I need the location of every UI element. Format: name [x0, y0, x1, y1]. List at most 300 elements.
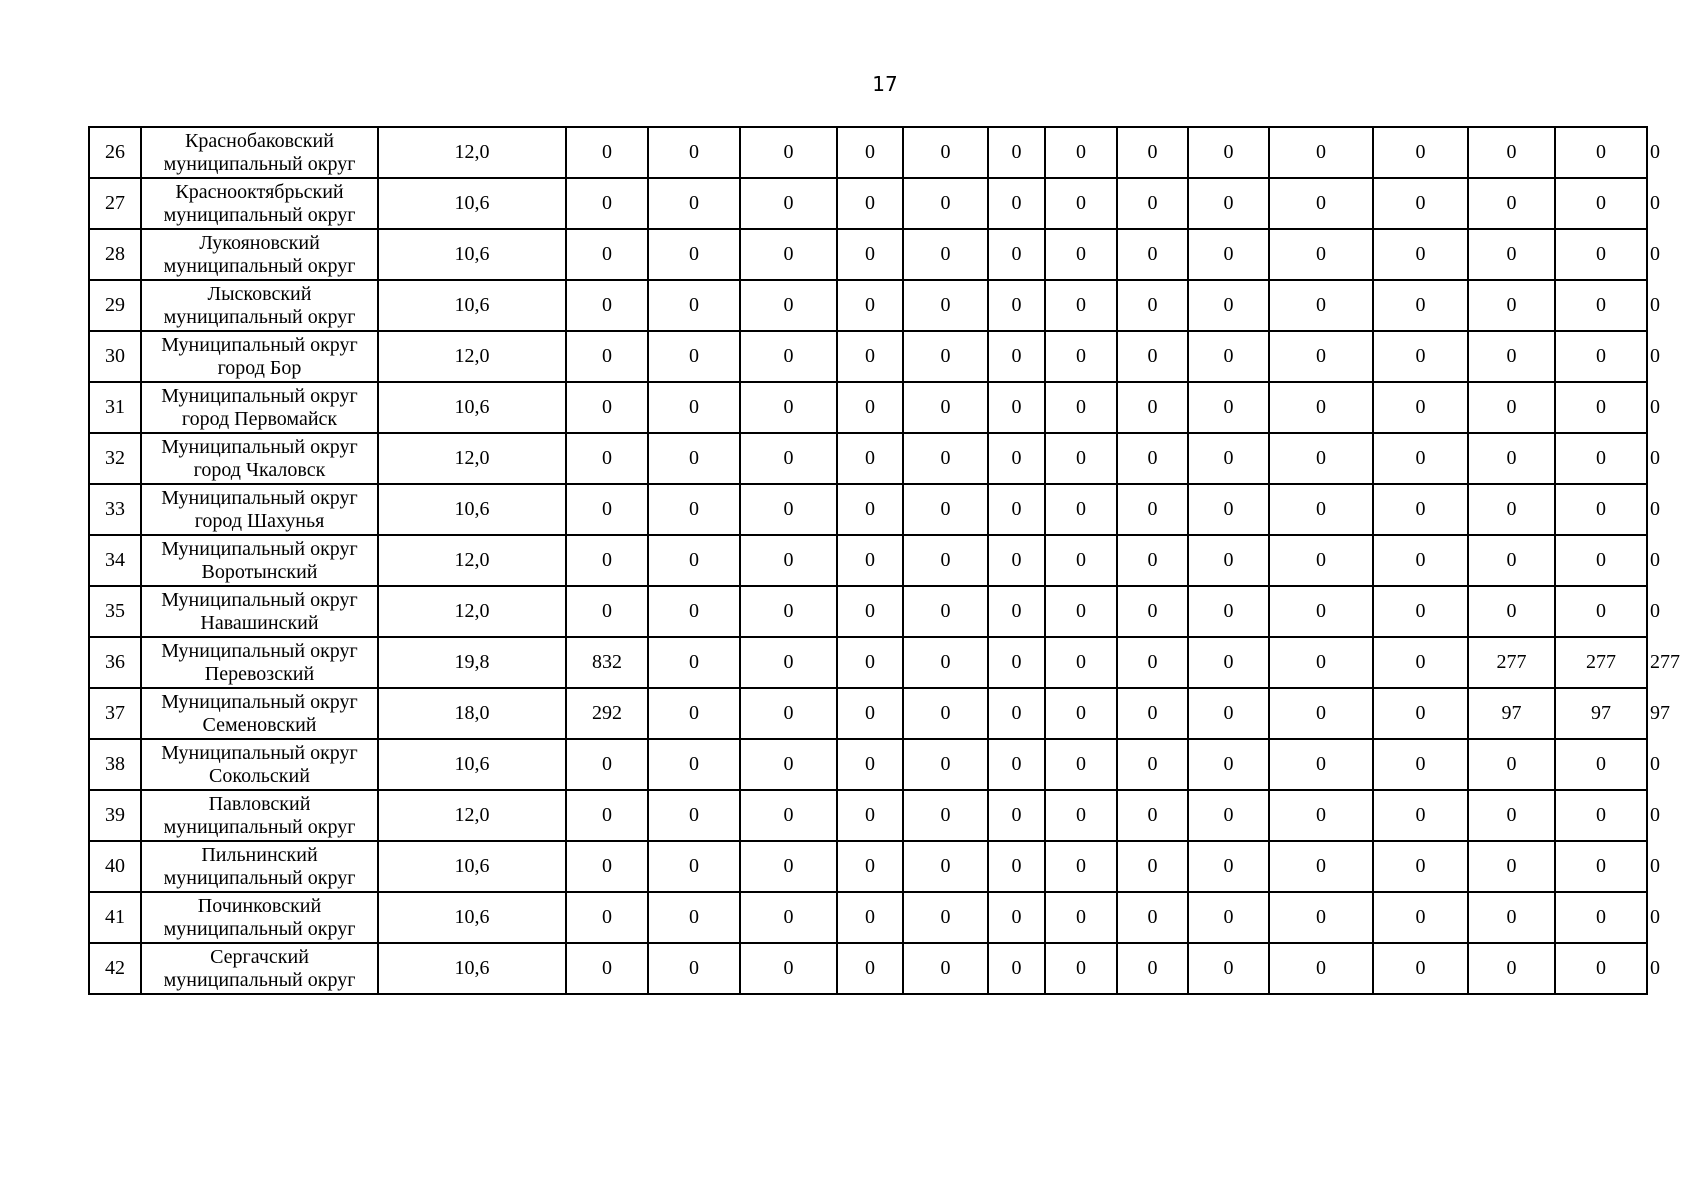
value-cell: 0	[1468, 382, 1555, 433]
value-cell: 0	[1188, 229, 1269, 280]
value-cell: 0	[1117, 739, 1188, 790]
value-cell: 0	[648, 688, 740, 739]
value-cell: 0	[566, 943, 648, 994]
value-cell: 0	[1373, 331, 1468, 382]
value-cell: 0	[1373, 382, 1468, 433]
rate-cell: 10,6	[378, 280, 566, 331]
value-cell: 0	[988, 382, 1045, 433]
value-cell: 0	[1269, 637, 1373, 688]
value-cell: 0	[1269, 127, 1373, 178]
table-row: 34 Муниципальный округ Воротынский 12,0 0 0 0 0 0 0 0 0 0 0 0 0 0 0	[89, 535, 1647, 586]
value-cell: 0	[1269, 943, 1373, 994]
value-cell: 0	[837, 178, 903, 229]
value-cell: 0	[988, 484, 1045, 535]
municipality-name-line: Краснооктябрьский	[175, 180, 344, 203]
value-cell: 0	[566, 382, 648, 433]
municipality-name-cell	[141, 484, 378, 535]
table-row: 33 Муниципальный округ город Шахунья 10,6 0 0 0 0 0 0 0 0 0 0 0 0 0 0	[89, 484, 1647, 535]
row-number-cell: 32	[89, 433, 141, 484]
value-cell: 0	[1269, 841, 1373, 892]
table-row: 41 Починковский муниципальный округ 10,6 0 0 0 0 0 0 0 0 0 0 0 0 0 0	[89, 892, 1647, 943]
value-cell: 0	[648, 790, 740, 841]
value-cell: 0	[1045, 637, 1117, 688]
value-cell: 0	[988, 331, 1045, 382]
rate-cell: 12,0	[378, 586, 566, 637]
value-cell: 0	[903, 535, 988, 586]
municipality-name-line: Сокольский	[209, 764, 310, 787]
value-cell: 0	[903, 586, 988, 637]
value-cell: 0	[1188, 433, 1269, 484]
value-cell: 0	[1373, 280, 1468, 331]
value-cell: 0	[566, 127, 648, 178]
rate-cell: 18,0	[378, 688, 566, 739]
value-cell: 292	[566, 688, 648, 739]
municipality-name-line: Павловский	[208, 792, 311, 815]
value-cell: 0	[1188, 637, 1269, 688]
municipality-name-line: Семеновский	[202, 713, 317, 736]
value-cell: 0	[1045, 586, 1117, 637]
value-cell: 0	[1468, 433, 1555, 484]
rate-cell: 10,6	[378, 178, 566, 229]
value-cell: 0	[837, 535, 903, 586]
table-row: 31 Муниципальный округ город Первомайск 10,6 0 0 0 0 0 0 0 0 0 0 0 0 0 0	[89, 382, 1647, 433]
municipality-name-line: Муниципальный округ	[161, 639, 358, 662]
value-cell: 0	[837, 790, 903, 841]
row-number-cell: 41	[89, 892, 141, 943]
value-cell: 0	[903, 892, 988, 943]
row-number-cell: 28	[89, 229, 141, 280]
value-cell: 277	[1555, 637, 1647, 688]
municipality-name-cell	[141, 688, 378, 739]
value-cell: 0	[903, 127, 988, 178]
rate-cell: 12,0	[378, 127, 566, 178]
value-cell: 0	[903, 637, 988, 688]
value-cell: 0	[1045, 892, 1117, 943]
value-cell: 0	[1188, 892, 1269, 943]
value-cell: 0	[988, 280, 1045, 331]
value-cell: 0	[1045, 178, 1117, 229]
municipality-name-line: Краснобаковский	[185, 129, 334, 152]
value-cell: 0	[1045, 382, 1117, 433]
value-cell: 0	[740, 433, 837, 484]
value-cell: 0	[837, 382, 903, 433]
value-cell: 0	[1555, 892, 1647, 943]
municipality-name-line: Лысковский	[207, 282, 312, 305]
value-cell: 0	[1117, 790, 1188, 841]
value-cell: 0	[740, 688, 837, 739]
municipality-name-cell	[141, 280, 378, 331]
value-cell: 0	[1373, 535, 1468, 586]
municipality-name-line: Пильнинский	[201, 843, 318, 866]
value-cell: 0	[1117, 637, 1188, 688]
value-cell: 0	[648, 637, 740, 688]
value-cell: 0	[1117, 535, 1188, 586]
row-number-cell: 31	[89, 382, 141, 433]
value-cell: 0	[1269, 739, 1373, 790]
value-cell: 0	[1373, 790, 1468, 841]
value-cell: 0	[1555, 943, 1647, 994]
value-cell: 0	[1555, 229, 1647, 280]
value-cell: 0	[740, 739, 837, 790]
value-cell: 0	[1269, 790, 1373, 841]
rate-cell: 10,6	[378, 739, 566, 790]
rate-cell: 10,6	[378, 229, 566, 280]
value-cell: 0	[988, 586, 1045, 637]
value-cell: 0	[648, 433, 740, 484]
municipality-name-line: Муниципальный округ	[161, 690, 358, 713]
rate-cell: 12,0	[378, 535, 566, 586]
municipality-name-cell	[141, 331, 378, 382]
value-cell: 0	[903, 433, 988, 484]
value-cell: 0	[903, 790, 988, 841]
value-cell: 0	[566, 331, 648, 382]
value-cell: 0	[1188, 739, 1269, 790]
municipality-name-line: Лукояновский	[199, 231, 320, 254]
value-cell: 0	[1188, 535, 1269, 586]
value-cell: 0	[1373, 739, 1468, 790]
value-cell: 0	[1045, 841, 1117, 892]
value-cell: 0	[1555, 382, 1647, 433]
value-cell: 0	[648, 331, 740, 382]
value-cell: 0	[1373, 586, 1468, 637]
value-cell: 0	[1269, 586, 1373, 637]
municipality-name-line: город Чкаловск	[193, 458, 326, 481]
municipality-name-cell	[141, 739, 378, 790]
value-cell: 0	[1555, 535, 1647, 586]
value-cell: 0	[988, 535, 1045, 586]
value-cell: 0	[837, 127, 903, 178]
table-body	[89, 127, 1680, 994]
value-cell: 0	[903, 229, 988, 280]
table-row: 40 Пильнинский муниципальный округ 10,6 0 0 0 0 0 0 0 0 0 0 0 0 0 0	[89, 841, 1647, 892]
value-cell: 0	[837, 637, 903, 688]
municipality-name-cell	[141, 178, 378, 229]
value-cell: 0	[1269, 433, 1373, 484]
value-cell: 97	[1555, 688, 1647, 739]
value-cell: 0	[648, 586, 740, 637]
value-cell: 0	[837, 892, 903, 943]
value-cell: 0	[1373, 688, 1468, 739]
value-cell: 0	[566, 535, 648, 586]
value-cell: 0	[1373, 178, 1468, 229]
value-cell: 0	[566, 484, 648, 535]
value-cell: 0	[566, 841, 648, 892]
value-cell: 0	[1373, 229, 1468, 280]
value-cell: 0	[1188, 688, 1269, 739]
value-cell: 0	[1269, 484, 1373, 535]
municipality-name-cell	[141, 127, 378, 178]
value-cell: 0	[1373, 127, 1468, 178]
table-row: 26 Краснобаковский муниципальный округ 12,0 0 0 0 0 0 0 0 0 0 0 0 0 0 0	[89, 127, 1647, 178]
municipality-name-line: муниципальный округ	[163, 968, 356, 991]
value-cell: 0	[648, 382, 740, 433]
municipality-name-line: Муниципальный округ	[161, 384, 358, 407]
municipality-name-cell	[141, 841, 378, 892]
value-cell: 0	[648, 127, 740, 178]
value-cell: 0	[740, 280, 837, 331]
value-cell: 0	[903, 331, 988, 382]
value-cell: 0	[566, 433, 648, 484]
value-cell: 0	[837, 841, 903, 892]
municipality-name-cell	[141, 382, 378, 433]
value-cell: 0	[566, 790, 648, 841]
value-cell: 0	[1188, 331, 1269, 382]
value-cell: 0	[988, 739, 1045, 790]
value-cell: 0	[1045, 433, 1117, 484]
municipality-name-line: муниципальный округ	[163, 815, 356, 838]
value-cell: 0	[740, 178, 837, 229]
table-row: 29 Лысковский муниципальный округ 10,6 0 0 0 0 0 0 0 0 0 0 0 0 0 0	[89, 280, 1647, 331]
value-cell: 0	[648, 178, 740, 229]
value-cell: 0	[1045, 331, 1117, 382]
table-row: 28 Лукояновский муниципальный округ 10,6 0 0 0 0 0 0 0 0 0 0 0 0 0 0	[89, 229, 1647, 280]
value-cell: 0	[1117, 280, 1188, 331]
value-cell: 0	[1188, 790, 1269, 841]
value-cell: 0	[1373, 841, 1468, 892]
value-cell: 0	[837, 331, 903, 382]
table-row: 35 Муниципальный округ Навашинский 12,0 0 0 0 0 0 0 0 0 0 0 0 0 0 0	[89, 586, 1647, 637]
municipality-name-cell	[141, 637, 378, 688]
value-cell: 0	[566, 892, 648, 943]
municipality-name-cell	[141, 586, 378, 637]
municipality-name-line: муниципальный округ	[163, 203, 356, 226]
row-number-cell: 33	[89, 484, 141, 535]
value-cell: 0	[1045, 943, 1117, 994]
value-cell: 0	[903, 841, 988, 892]
value-cell: 0	[566, 229, 648, 280]
value-cell: 0	[648, 943, 740, 994]
municipality-name-cell	[141, 790, 378, 841]
value-cell: 0	[1269, 892, 1373, 943]
municipality-name-line: город Первомайск	[181, 407, 338, 430]
value-cell: 0	[988, 943, 1045, 994]
value-cell: 0	[1117, 331, 1188, 382]
value-cell: 0	[1269, 382, 1373, 433]
value-cell: 0	[1468, 127, 1555, 178]
value-cell: 0	[740, 535, 837, 586]
value-cell: 0	[740, 790, 837, 841]
table-row: 37 Муниципальный округ Семеновский 18,0 292 0 0 0 0 0 0 0 0 0 0 97 97 97	[89, 688, 1647, 739]
value-cell: 0	[1555, 280, 1647, 331]
value-cell: 0	[1117, 127, 1188, 178]
value-cell: 0	[1045, 535, 1117, 586]
value-cell: 0	[1373, 943, 1468, 994]
value-cell: 0	[988, 892, 1045, 943]
value-cell: 0	[1117, 484, 1188, 535]
value-cell: 0	[1188, 586, 1269, 637]
municipality-name-line: Муниципальный округ	[161, 333, 358, 356]
value-cell: 0	[1117, 841, 1188, 892]
value-cell: 0	[1468, 790, 1555, 841]
rate-cell: 10,6	[378, 943, 566, 994]
data-table	[88, 126, 1680, 995]
value-cell: 0	[648, 484, 740, 535]
value-cell: 0	[1188, 127, 1269, 178]
row-number-cell: 34	[89, 535, 141, 586]
value-cell: 0	[566, 739, 648, 790]
value-cell: 0	[648, 892, 740, 943]
value-cell: 0	[648, 229, 740, 280]
value-cell: 0	[1468, 280, 1555, 331]
value-cell: 0	[1188, 841, 1269, 892]
value-cell: 0	[988, 688, 1045, 739]
value-cell: 0	[1117, 688, 1188, 739]
value-cell: 0	[988, 433, 1045, 484]
value-cell: 0	[1117, 433, 1188, 484]
value-cell: 0	[1188, 382, 1269, 433]
value-cell: 832	[566, 637, 648, 688]
municipality-name-cell	[141, 943, 378, 994]
value-cell: 0	[566, 280, 648, 331]
value-cell: 0	[1117, 229, 1188, 280]
value-cell: 0	[1117, 178, 1188, 229]
value-cell: 0	[1468, 739, 1555, 790]
value-cell: 0	[1117, 943, 1188, 994]
value-cell: 0	[1468, 943, 1555, 994]
value-cell: 0	[903, 688, 988, 739]
value-cell: 0	[740, 127, 837, 178]
value-cell: 0	[1269, 331, 1373, 382]
value-cell: 277	[1468, 637, 1555, 688]
value-cell: 0	[1117, 382, 1188, 433]
rate-cell: 10,6	[378, 892, 566, 943]
value-cell: 0	[988, 841, 1045, 892]
municipality-name-line: муниципальный округ	[163, 305, 356, 328]
value-cell: 0	[648, 841, 740, 892]
value-cell: 0	[1468, 331, 1555, 382]
rate-cell: 10,6	[378, 841, 566, 892]
value-cell: 0	[740, 229, 837, 280]
value-cell: 0	[837, 433, 903, 484]
row-number-cell: 26	[89, 127, 141, 178]
table-row: 42 Сергачский муниципальный округ 10,6 0 0 0 0 0 0 0 0 0 0 0 0 0 0	[89, 943, 1647, 994]
municipality-name-line: Муниципальный округ	[161, 537, 358, 560]
value-cell: 0	[1117, 892, 1188, 943]
table-row: 38 Муниципальный округ Сокольский 10,6 0 0 0 0 0 0 0 0 0 0 0 0 0 0	[89, 739, 1647, 790]
row-number-cell: 29	[89, 280, 141, 331]
value-cell: 0	[837, 229, 903, 280]
value-cell: 0	[740, 637, 837, 688]
value-cell: 0	[837, 484, 903, 535]
value-cell: 0	[1555, 331, 1647, 382]
row-number-cell: 39	[89, 790, 141, 841]
value-cell: 0	[740, 331, 837, 382]
value-cell: 0	[837, 280, 903, 331]
municipality-name-cell	[141, 433, 378, 484]
value-cell: 0	[1188, 484, 1269, 535]
value-cell: 0	[1269, 178, 1373, 229]
municipality-name-cell	[141, 229, 378, 280]
value-cell: 0	[903, 943, 988, 994]
rate-cell: 19,8	[378, 637, 566, 688]
value-cell: 0	[1555, 841, 1647, 892]
value-cell: 0	[1188, 943, 1269, 994]
value-cell: 0	[566, 586, 648, 637]
rate-cell: 10,6	[378, 484, 566, 535]
value-cell: 0	[740, 892, 837, 943]
row-number-cell: 36	[89, 637, 141, 688]
table-row: 30 Муниципальный округ город Бор 12,0 0 0 0 0 0 0 0 0 0 0 0 0 0 0	[89, 331, 1647, 382]
rate-cell: 10,6	[378, 382, 566, 433]
rate-cell: 12,0	[378, 433, 566, 484]
value-cell: 0	[903, 280, 988, 331]
value-cell: 0	[903, 484, 988, 535]
value-cell: 0	[1373, 433, 1468, 484]
value-cell: 0	[988, 637, 1045, 688]
row-number-cell: 42	[89, 943, 141, 994]
value-cell: 0	[1045, 127, 1117, 178]
value-cell: 0	[988, 127, 1045, 178]
table-row: 39 Павловский муниципальный округ 12,0 0 0 0 0 0 0 0 0 0 0 0 0 0 0	[89, 790, 1647, 841]
value-cell: 0	[1045, 790, 1117, 841]
value-cell: 0	[988, 229, 1045, 280]
value-cell: 0	[1045, 739, 1117, 790]
municipality-name-cell	[141, 535, 378, 586]
value-cell: 0	[1188, 178, 1269, 229]
municipality-name-line: Починковский	[197, 894, 322, 917]
value-cell: 0	[1555, 433, 1647, 484]
municipality-name-line: Муниципальный округ	[161, 741, 358, 764]
municipality-name-line: Перевозский	[204, 662, 315, 685]
value-cell: 0	[837, 688, 903, 739]
value-cell: 0	[1468, 892, 1555, 943]
value-cell: 0	[1373, 892, 1468, 943]
value-cell: 0	[1468, 178, 1555, 229]
value-cell: 0	[648, 280, 740, 331]
value-cell: 0	[1555, 586, 1647, 637]
value-cell: 97	[1468, 688, 1555, 739]
value-cell: 0	[1468, 229, 1555, 280]
municipality-name-line: Муниципальный округ	[161, 588, 358, 611]
row-number-cell: 35	[89, 586, 141, 637]
table-row: 32 Муниципальный округ город Чкаловск 12,0 0 0 0 0 0 0 0 0 0 0 0 0 0 0	[89, 433, 1647, 484]
value-cell: 0	[1269, 688, 1373, 739]
municipality-name-cell	[141, 892, 378, 943]
value-cell: 0	[1373, 637, 1468, 688]
value-cell: 0	[740, 484, 837, 535]
value-cell: 0	[903, 178, 988, 229]
value-cell: 0	[1269, 535, 1373, 586]
municipality-name-line: муниципальный округ	[163, 917, 356, 940]
value-cell: 0	[1468, 484, 1555, 535]
value-cell: 0	[1045, 688, 1117, 739]
municipality-name-line: Навашинский	[200, 611, 319, 634]
table-row: 27 Краснооктябрьский муниципальный округ 10,6 0 0 0 0 0 0 0 0 0 0 0 0 0 0	[89, 178, 1647, 229]
value-cell: 0	[988, 790, 1045, 841]
value-cell: 0	[648, 739, 740, 790]
row-number-cell: 40	[89, 841, 141, 892]
value-cell: 0	[1373, 484, 1468, 535]
value-cell: 0	[903, 739, 988, 790]
municipality-name-line: Сергачский	[210, 945, 309, 968]
value-cell: 0	[1045, 280, 1117, 331]
row-number-cell: 38	[89, 739, 141, 790]
municipality-name-line: Воротынский	[201, 560, 318, 583]
value-cell: 0	[1555, 127, 1647, 178]
page-number: 17	[872, 72, 898, 96]
value-cell: 0	[1468, 586, 1555, 637]
municipality-name-line: муниципальный округ	[163, 254, 356, 277]
value-cell: 0	[740, 382, 837, 433]
value-cell: 0	[1117, 586, 1188, 637]
value-cell: 0	[740, 841, 837, 892]
value-cell: 0	[1555, 178, 1647, 229]
value-cell: 0	[1269, 280, 1373, 331]
value-cell: 0	[648, 535, 740, 586]
value-cell: 0	[837, 943, 903, 994]
value-cell: 0	[566, 178, 648, 229]
value-cell: 0	[837, 586, 903, 637]
